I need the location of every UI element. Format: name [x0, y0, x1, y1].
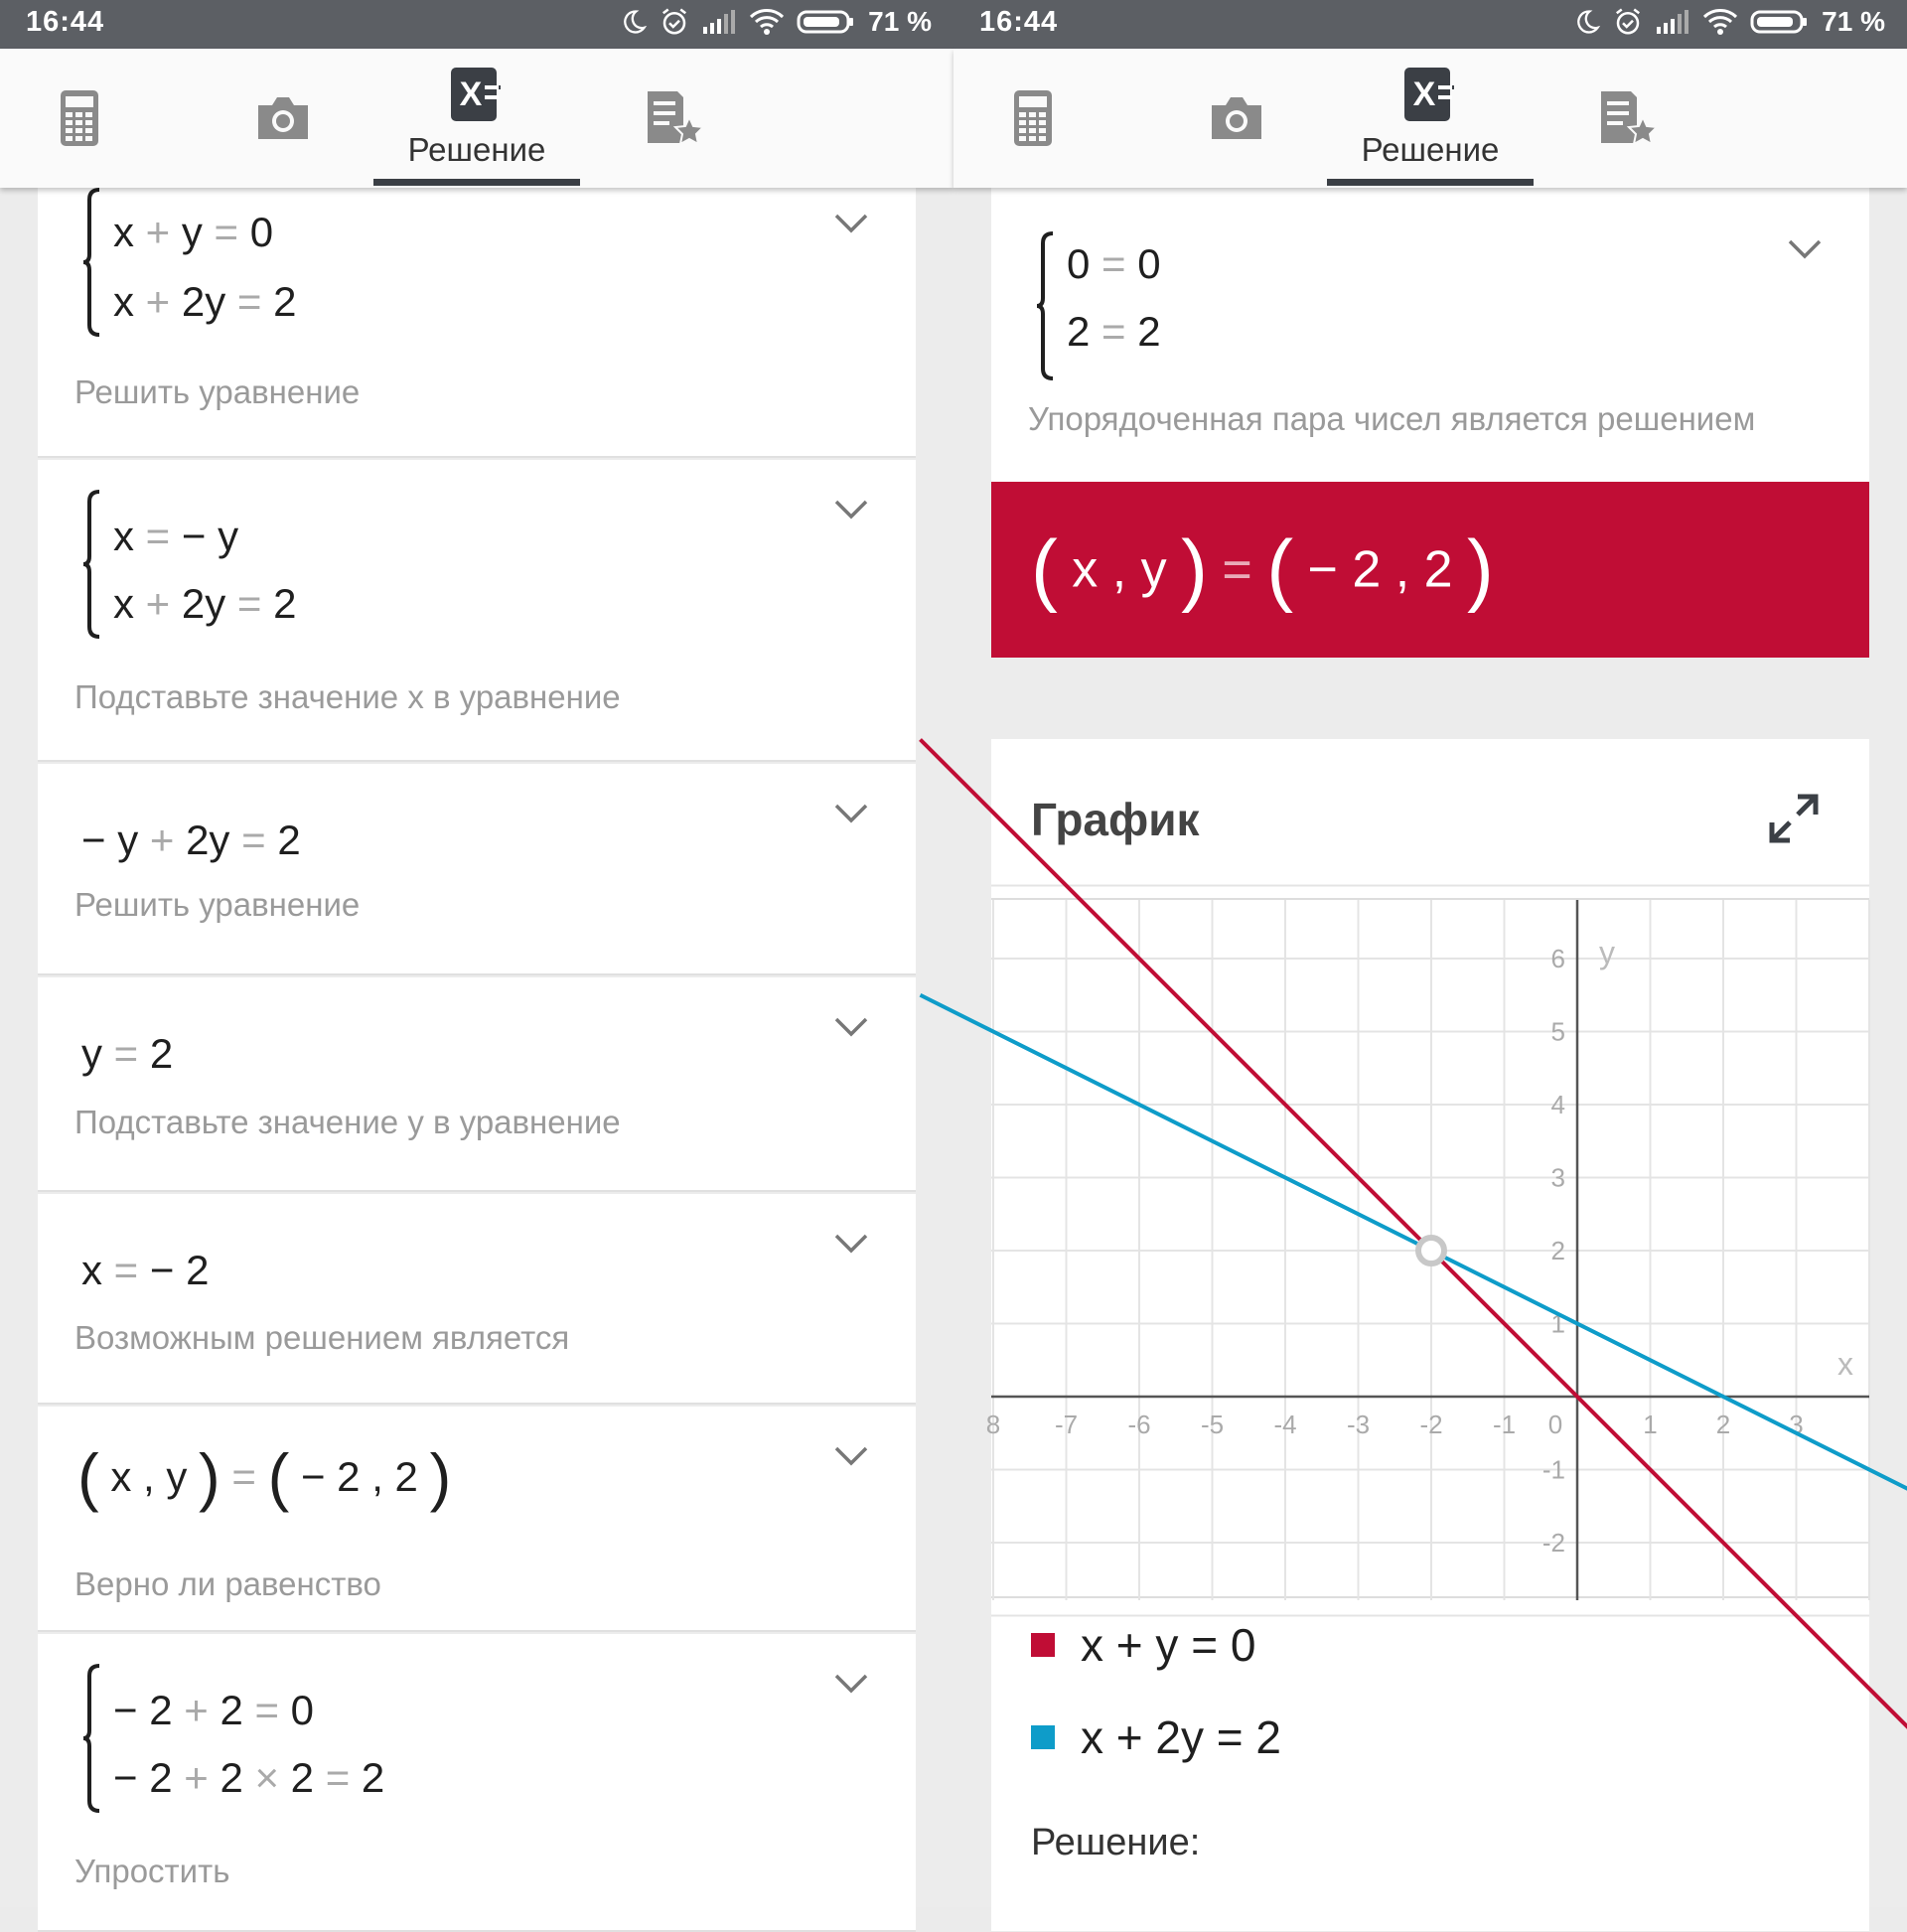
equation-line: [113, 583, 296, 625]
battery-icon: [797, 8, 854, 36]
expand-step-chevron-icon[interactable]: [834, 1234, 868, 1259]
active-tab-indicator: [1327, 179, 1534, 186]
pair-rhs: − 2 , 2: [289, 1453, 429, 1500]
pair-rhs: − 2 , 2: [1293, 540, 1467, 598]
step-description: Упростить: [74, 1853, 229, 1890]
math-term: x: [113, 580, 134, 627]
math-term: 0: [1137, 240, 1160, 287]
camera-icon: [1208, 95, 1265, 141]
math-operator: =: [114, 1247, 139, 1293]
moon-icon: [1573, 8, 1601, 36]
favorites-icon: [1599, 89, 1659, 147]
step-description: Подставьте значение x в уравнение: [74, 678, 621, 716]
solution-step-card[interactable]: [38, 178, 916, 458]
math-operator: =: [326, 1754, 351, 1801]
math-term: 2: [277, 817, 300, 863]
equation-line: [113, 516, 238, 557]
moon-icon: [620, 8, 648, 36]
legend-item: [1031, 1710, 1281, 1764]
ordered-pair: [1031, 529, 1494, 610]
system-brace: [81, 490, 103, 644]
status-icons: [620, 6, 932, 38]
equation-line: [1067, 311, 1161, 353]
tab-solution[interactable]: [373, 49, 580, 188]
solution-step-card[interactable]: [38, 764, 916, 975]
verification-step-card[interactable]: [991, 188, 1869, 482]
math-operator: =: [241, 817, 266, 863]
math-term: x: [81, 1247, 102, 1293]
y-tick-label: 3: [1551, 1163, 1565, 1193]
answer-banner: [991, 482, 1869, 658]
status-bar: [0, 0, 954, 49]
svg-text:X: X: [1413, 75, 1436, 113]
paren: ): [1467, 524, 1494, 614]
solve-icon: [451, 68, 503, 123]
system-brace: [1035, 231, 1057, 385]
math-term: − 2: [113, 1754, 173, 1801]
math-operator: +: [146, 209, 171, 255]
expand-step-chevron-icon[interactable]: [834, 500, 868, 524]
system-brace: [81, 188, 103, 342]
solution-step-card[interactable]: [38, 1194, 916, 1405]
solution-step-card[interactable]: [38, 460, 916, 762]
equation-line: [81, 1033, 173, 1075]
math-operator: ×: [254, 1754, 279, 1801]
calculator-icon: [1014, 90, 1052, 146]
x-tick-label: 0: [1548, 1410, 1562, 1439]
tab-solution[interactable]: [1327, 49, 1534, 188]
active-tab-indicator: [373, 179, 580, 186]
math-term: 2: [1137, 308, 1160, 355]
equation-line: [113, 1690, 314, 1731]
math-term: x: [113, 278, 134, 325]
math-operator: +: [150, 817, 175, 863]
tab-favorites[interactable]: [1589, 49, 1669, 188]
math-operator: =: [215, 209, 239, 255]
math-operator: +: [146, 278, 171, 325]
step-description: Верно ли равенство: [74, 1565, 381, 1603]
math-term: 2: [1067, 308, 1090, 355]
status-bar: [954, 0, 1907, 49]
paren: (: [1031, 524, 1058, 614]
legend-swatch: [1031, 1725, 1055, 1749]
solve-icon: [1404, 68, 1456, 123]
math-term: y: [81, 1030, 102, 1077]
expand-step-chevron-icon[interactable]: [834, 1674, 868, 1699]
pair-lhs: x , y: [99, 1453, 199, 1500]
step-description: Упорядоченная пара чисел является решением: [1028, 400, 1755, 438]
graph-title: График: [1031, 793, 1200, 846]
expand-step-chevron-icon[interactable]: [834, 214, 868, 238]
graph-plot[interactable]: [991, 898, 1869, 1598]
ordered-pair: [77, 1444, 451, 1509]
paren: ): [1181, 524, 1208, 614]
paren: (: [1266, 524, 1293, 614]
x-tick-label: 2: [1716, 1410, 1730, 1439]
app-tab-bar: [0, 49, 954, 188]
y-tick-label: 5: [1551, 1017, 1565, 1047]
x-tick-label: -2: [1419, 1410, 1442, 1439]
equation-line: [113, 1757, 384, 1799]
graph-card: [991, 739, 1869, 1931]
solution-step-card[interactable]: [38, 1634, 916, 1932]
math-term: 2: [273, 580, 296, 627]
left-screen: [0, 0, 954, 1907]
equation-line: [1067, 243, 1161, 285]
math-term: y: [182, 209, 203, 255]
solution-step-card[interactable]: [38, 977, 916, 1192]
paren: (: [268, 1440, 290, 1513]
status-time: 16:44: [26, 6, 104, 39]
tab-solution-label: Решение: [1362, 131, 1500, 169]
math-operator: =: [1222, 540, 1251, 598]
x-tick-label: -6: [1127, 1410, 1150, 1439]
math-term: 2: [291, 1754, 314, 1801]
math-operator: =: [254, 1687, 279, 1733]
svg-text:X: X: [460, 75, 483, 113]
tab-solution-label: Решение: [408, 131, 546, 169]
step-description: Подставьте значение y в уравнение: [74, 1104, 621, 1141]
right-screen: [954, 0, 1907, 1907]
math-term: 2: [273, 278, 296, 325]
y-tick-label: 4: [1551, 1090, 1565, 1119]
favorites-icon: [646, 89, 705, 147]
legend-label: x + 2y = 2: [1081, 1710, 1281, 1764]
signal-icon: [1655, 9, 1690, 35]
alarm-icon: [1613, 7, 1643, 37]
system-brace: [81, 1664, 103, 1818]
math-operator: +: [146, 580, 171, 627]
battery-icon: [1750, 8, 1808, 36]
math-term: − y: [182, 513, 238, 559]
tab-calculator[interactable]: [1003, 49, 1063, 188]
step-description: Возможным решением является: [74, 1319, 569, 1357]
math-term: 0: [291, 1687, 314, 1733]
math-term: x: [113, 209, 134, 255]
tab-calculator[interactable]: [50, 49, 109, 188]
solution-label: Решение:: [1031, 1822, 1200, 1864]
expand-step-chevron-icon[interactable]: [834, 804, 868, 828]
math-operator: +: [184, 1687, 209, 1733]
x-tick-label: -4: [1273, 1410, 1296, 1439]
equation-line: [81, 1250, 209, 1291]
y-axis-label: y: [1599, 935, 1615, 970]
app-tab-bar: [954, 49, 1907, 188]
x-tick-label: 1: [1643, 1410, 1657, 1439]
math-term: 2: [220, 1754, 242, 1801]
math-operator: =: [237, 580, 262, 627]
status-time: 16:44: [979, 6, 1058, 39]
x-axis-label: x: [1837, 1346, 1853, 1382]
graph-svg: [991, 900, 1869, 1600]
step-description: Решить уравнение: [74, 886, 360, 924]
expand-step-chevron-icon[interactable]: [834, 1017, 868, 1042]
equation-line: [81, 819, 301, 861]
legend-label: x + y = 0: [1081, 1618, 1255, 1672]
math-operator: =: [1101, 308, 1126, 355]
expand-graph-icon[interactable]: [1768, 793, 1820, 849]
equation-line: [113, 281, 296, 323]
math-term: 0: [250, 209, 273, 255]
math-operator: =: [114, 1030, 139, 1077]
math-term: 2: [150, 1030, 173, 1077]
wifi-icon: [1702, 8, 1738, 36]
expand-step-chevron-icon[interactable]: [834, 1446, 868, 1471]
pair-lhs: x , y: [1058, 540, 1181, 598]
tab-camera[interactable]: [1192, 49, 1281, 188]
math-operator: +: [184, 1754, 209, 1801]
x-tick-label: -3: [1347, 1410, 1370, 1439]
math-term: x: [113, 513, 134, 559]
math-term: 2y: [182, 278, 225, 325]
equation-line: [113, 212, 273, 253]
battery-percent: 71 %: [868, 6, 932, 38]
camera-icon: [254, 95, 312, 141]
math-term: 2y: [186, 817, 229, 863]
math-term: 2: [362, 1754, 384, 1801]
y-tick-label: 1: [1551, 1309, 1565, 1339]
math-term: − 2: [113, 1687, 173, 1733]
wifi-icon: [749, 8, 785, 36]
y-tick-label: 2: [1551, 1236, 1565, 1265]
tab-favorites[interactable]: [636, 49, 715, 188]
paren: ): [430, 1440, 452, 1513]
expand-step-chevron-icon[interactable]: [1788, 239, 1822, 264]
signal-icon: [701, 9, 737, 35]
math-term: − y: [81, 817, 138, 863]
solution-step-card[interactable]: [38, 1407, 916, 1632]
math-operator: =: [146, 513, 171, 559]
x-tick-label: -1: [1493, 1410, 1516, 1439]
x-tick-label: -7: [1055, 1410, 1078, 1439]
math-term: 2: [220, 1687, 242, 1733]
math-operator: =: [237, 278, 262, 325]
math-operator: =: [1101, 240, 1126, 287]
x-tick-label: 3: [1789, 1410, 1803, 1439]
math-term: 0: [1067, 240, 1090, 287]
battery-percent: 71 %: [1822, 6, 1885, 38]
alarm-icon: [660, 7, 689, 37]
tab-camera[interactable]: [238, 49, 328, 188]
step-description: Решить уравнение: [74, 373, 360, 411]
intersection-point[interactable]: [1418, 1238, 1444, 1263]
solution-view[interactable]: [954, 188, 1907, 1907]
legend-swatch: [1031, 1633, 1055, 1657]
y-tick-label: -2: [1542, 1528, 1565, 1558]
math-term: 2y: [182, 580, 225, 627]
math-term: − 2: [150, 1247, 210, 1293]
paren: ): [199, 1440, 220, 1513]
y-tick-label: -1: [1542, 1455, 1565, 1485]
calculator-icon: [61, 90, 98, 146]
y-tick-label: 6: [1551, 944, 1565, 973]
steps-list[interactable]: [0, 188, 954, 1907]
math-operator: =: [231, 1453, 256, 1500]
x-tick-label: -5: [1201, 1410, 1224, 1439]
x-tick-label: 8: [986, 1410, 1000, 1439]
paren: (: [77, 1440, 99, 1513]
legend-item: [1031, 1618, 1255, 1672]
status-icons: [1573, 6, 1885, 38]
